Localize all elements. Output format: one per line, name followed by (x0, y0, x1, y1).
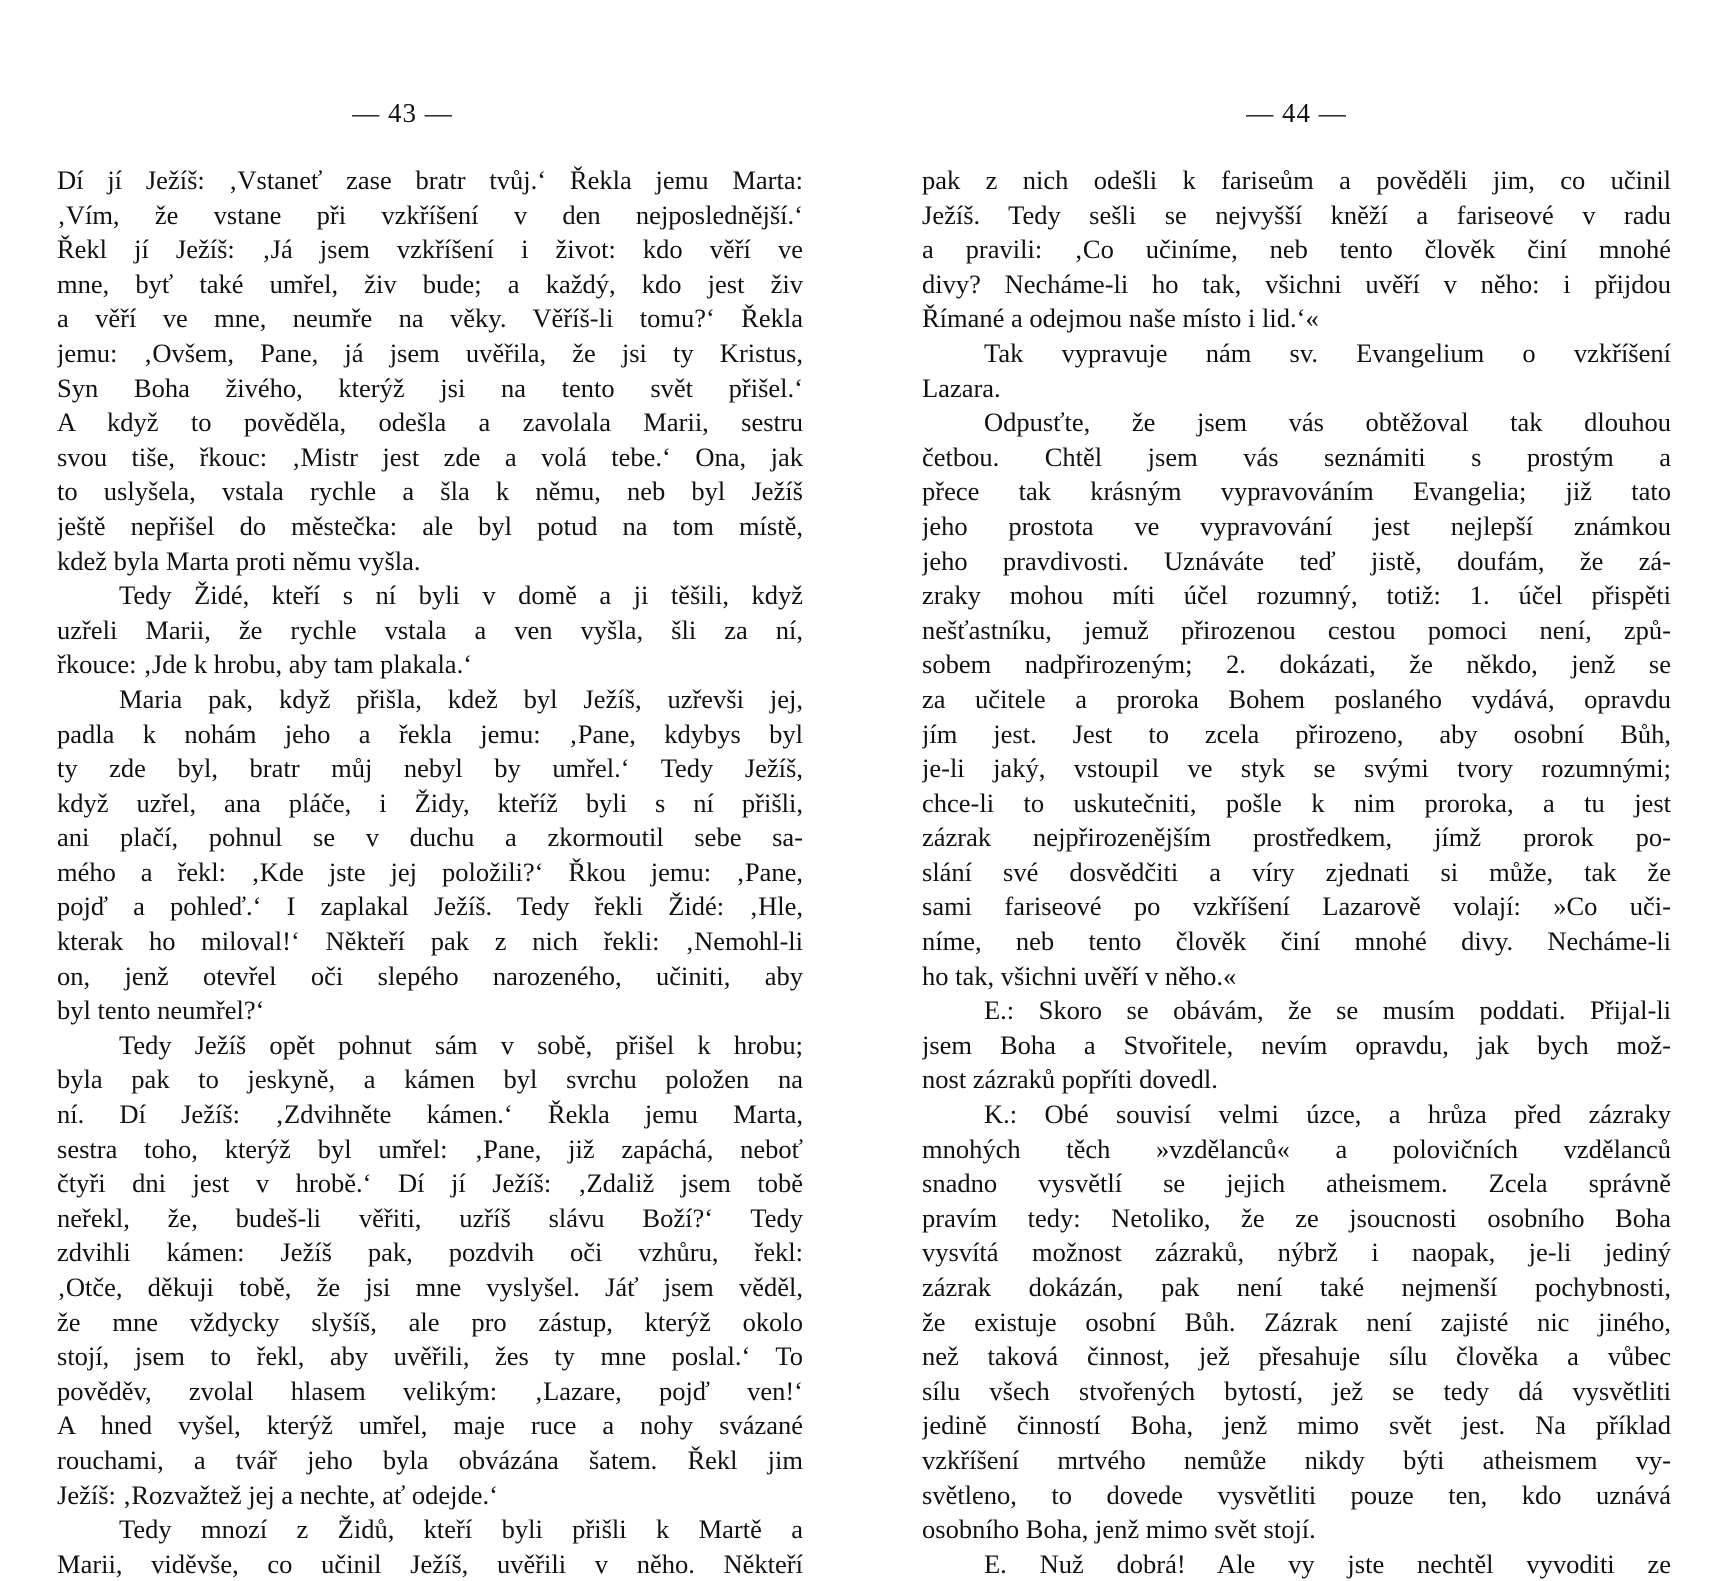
text-line: kterak ho miloval!‘ Někteří pak z nich řekli: ‚Nemohl-li (57, 926, 803, 957)
text-line: ještě nepřišel do městečka: ale byl potud na tom místě, (57, 510, 803, 541)
text-line: Tedy mnozí z Židů, kteří byli přišli k Martě a (119, 1514, 803, 1545)
text-line: pověděv, zvolal hlasem velikým: ‚Lazare, pojď ven!‘ (57, 1375, 803, 1406)
text-line: osobního Boha, jenž mimo svět stojí. (922, 1514, 1316, 1545)
text-line: Dí jí Ježíš: ‚Vstaneť zase bratr tvůj.‘ Řekla jemu Marta: (57, 165, 803, 195)
text-line: Řekl jí Ježíš: ‚Já jsem vzkříšení i život: kdo věří ve (57, 234, 803, 265)
text-line: stojí, jsem to řekl, aby uvěřili, žes ty mne poslal.‘ To (57, 1341, 803, 1372)
text-line: slání své dosvědčiti a víry zjednati si může, tak že (922, 856, 1671, 887)
text-line: zázrak dokázán, pak není také nejmenší pochybnosti, (922, 1272, 1671, 1302)
right-page-text (922, 163, 1671, 1581)
text-line: vzkříšení mrtvého nemůže nikdy býti atheismem vy- (922, 1444, 1671, 1475)
text-line: za učitele a proroka Bohem poslaného vydává, opravdu (922, 683, 1671, 714)
text-line: to uslyšela, vstala rychle a šla k němu, neb byl Ježíš (57, 476, 803, 507)
text-line: a věří ve mne, neumře na věky. Věříš-li tomu?‘ Řekla (57, 303, 803, 334)
text-line: a pravili: ‚Co učiníme, neb tento člověk činí mnohé (922, 234, 1671, 265)
text-line: snadno vysvětlí se jejich atheismem. Zcela správně (922, 1168, 1671, 1199)
text-line: sobem nadpřirozeným; 2. dokázati, že někdo, jenž se (922, 649, 1671, 680)
text-line: mnohých těch »vzdělanců« a polovičních vzdělanců (922, 1133, 1671, 1164)
text-line: ‚Otče, děkuji tobě, že jsi mne vyslyšel. Jáť jsem věděl, (57, 1272, 803, 1302)
text-line: Tak vypravuje nám sv. Evangelium o vzkříšení (984, 337, 1671, 368)
text-line: sestra toho, kterýž byl umřel: ‚Pane, již zapáchá, neboť (57, 1133, 803, 1164)
text-line: zázrak nejpřirozenějším prostředkem, jímž prorok po- (922, 822, 1671, 853)
text-line: neřekl, že, budeš-li věřiti, uzříš slávu Boží?‘ Tedy (57, 1202, 803, 1233)
text-line: Ježíš. Tedy sešli se nejvyšší kněží a fariseové v radu (922, 199, 1671, 230)
text-line: pak z nich odešli k fariseům a pověděli jim, co učinil (922, 165, 1671, 195)
text-line: Odpusťte, že jsem vás obtěžoval tak dlouhou (984, 407, 1671, 438)
text-line: Tedy Ježíš opět pohnut sám v sobě, přišel k hrobu; (119, 1029, 803, 1060)
text-line: Ježíš: ‚Rozvažtež jej a nechte, ať odejde.‘ (57, 1479, 498, 1510)
text-line: padla k nohám jeho a řekla jemu: ‚Pane, kdybys byl (57, 718, 803, 749)
text-line: ani plačí, pohnul se v duchu a zkormoutil sebe sa- (57, 822, 803, 853)
text-line: svou tiše, řkouc: ‚Mistr jest zde a volá tebe.‘ Ona, jak (57, 441, 803, 472)
text-line: on, jenž otevřel oči slepého narozeného, učiniti, aby (57, 960, 803, 991)
text-line: sílu všech stvořených bytostí, jež se tedy dá vysvětliti (922, 1375, 1671, 1406)
text-line: přece tak krásným vypravováním Evangelia; již tato (922, 476, 1671, 507)
text-line: Syn Boha živého, kterýž jsi na tento svět přišel.‘ (57, 372, 803, 403)
text-line: mne, byť také umřel, živ bude; a každý, kdo jest živ (57, 268, 803, 299)
text-line: ‚Vím, že vstane při vzkříšení v den nejposlednější.‘ (57, 199, 803, 230)
right-page (855, 0, 1710, 1579)
text-line: Lazara. (922, 372, 1001, 403)
text-line: jemu: ‚Ovšem, Pane, já jsem uvěřila, že jsi ty Kristus, (57, 337, 803, 368)
left-page-text (57, 163, 803, 1581)
text-line: Marii, viděvše, co učinil Ježíš, uvěřili v něho. Někteří (57, 1548, 803, 1579)
text-line: Maria pak, když přišla, kdež byl Ježíš, uzřevši jej, (119, 683, 803, 714)
text-line: jím jest. Jest to zcela přirozeno, aby osobní Bůh, (922, 718, 1671, 749)
text-line: vysvítá možnost zázraků, nýbrž i naopak, je-li jediný (922, 1237, 1671, 1268)
text-line: zraky mohou míti účel rozumný, totiž: 1. účel přispěti (922, 580, 1671, 611)
left-page (0, 0, 855, 1579)
text-line: Tedy Židé, kteří s ní byli v domě a ji těšili, když (119, 580, 803, 611)
page-number-44: — 44 — (1246, 98, 1347, 128)
text-line: ní. Dí Ježíš: ‚Zdvihněte kámen.‘ Řekla jemu Marta, (57, 1099, 803, 1130)
text-line: mého a řekl: ‚Kde jste jej položili?‘ Řkou jemu: ‚Pane, (57, 856, 803, 887)
text-line: je-li jaký, vstoupil ve styk se svými tvory rozumnými; (922, 753, 1671, 784)
text-line: Římané a odejmou naše místo i lid.‘« (922, 303, 1319, 334)
text-line: jsem Boha a Stvořitele, nevím opravdu, jak bych mož- (922, 1029, 1671, 1060)
text-line: nešťastníku, jemuž přirozenou cestou pomoci není, způ- (922, 614, 1671, 645)
text-line: sami fariseové po vzkříšení Lazarově volají: »Co uči- (922, 891, 1671, 922)
text-line: že existuje osobní Bůh. Zázrak není zajisté nic jiného, (922, 1306, 1671, 1337)
text-line: E. Nuž dobrá! Ale vy jste nechtěl vyvoditi ze (984, 1548, 1671, 1579)
text-line: rouchami, a tvář jeho byla obvázána šatem. Řekl jim (57, 1444, 803, 1475)
text-line: světleno, to dovede vysvětliti pouze ten, kdo uznává (922, 1479, 1671, 1510)
text-line: divy? Necháme-li ho tak, všichni uvěří v něho: i přijdou (922, 268, 1671, 299)
text-line: jedině činností Boha, jenž mimo svět jest. Na příklad (922, 1410, 1671, 1441)
page-number-43: — 43 — (352, 98, 453, 128)
text-line: K.: Obé souvisí velmi úzce, a hrůza před zázraky (984, 1099, 1671, 1130)
text-line: řkouce: ‚Jde k hrobu, aby tam plakala.‘ (57, 649, 473, 680)
text-line: kdež byla Marta proti němu vyšla. (57, 545, 421, 576)
text-line: ty zde byl, bratr můj nebyl by umřel.‘ Tedy Ježíš, (57, 753, 803, 784)
text-line: než taková činnost, jež přesahuje sílu člověka a vůbec (922, 1341, 1671, 1372)
text-line: jeho pravdivosti. Uznáváte teď jistě, doufám, že zá- (922, 545, 1671, 576)
text-line: E.: Skoro se obávám, že se musím poddati. Přijal-li (984, 995, 1671, 1026)
text-line: nost zázraků popříti dovedl. (922, 1064, 1218, 1095)
text-line: když uzřel, ana pláče, i Židy, kteříž byli s ní přišli, (57, 787, 803, 818)
text-line: ho tak, všichni uvěří v něho.« (922, 960, 1237, 991)
text-line: čtyři dni jest v hrobě.‘ Dí jí Ježíš: ‚Zdaliž jsem tobě (57, 1168, 803, 1199)
text-line: že mne vždycky slyšíš, ale pro zástup, kterýž okolo (57, 1306, 803, 1337)
text-line: jeho prostota ve vypravování jest nejlepší známkou (922, 510, 1671, 541)
text-line: četbou. Chtěl jsem vás seznámiti s prostým a (922, 441, 1671, 472)
text-line: pojď a pohleď.‘ I zaplakal Ježíš. Tedy řekli Židé: ‚Hle, (57, 891, 803, 922)
text-line: A hned vyšel, kterýž umřel, maje ruce a nohy svázané (57, 1410, 803, 1441)
text-line: pravím tedy: Netoliko, že ze jsoucnosti osobního Boha (922, 1202, 1671, 1233)
text-line: níme, neb tento člověk činí mnohé divy. Necháme-li (922, 926, 1671, 957)
text-line: chce-li to uskutečniti, pošle k nim proroka, a tu jest (922, 787, 1671, 818)
text-line: uzřeli Marii, že rychle vstala a ven vyšla, šli za ní, (57, 614, 803, 645)
text-line: byl tento neumřel?‘ (57, 995, 265, 1026)
text-line: A když to pověděla, odešla a zavolala Marii, sestru (57, 407, 803, 438)
text-line: zdvihli kámen: Ježíš pak, pozdvih oči vzhůru, řekl: (57, 1237, 803, 1268)
text-line: byla pak to jeskyně, a kámen byl svrchu položen na (57, 1064, 803, 1095)
